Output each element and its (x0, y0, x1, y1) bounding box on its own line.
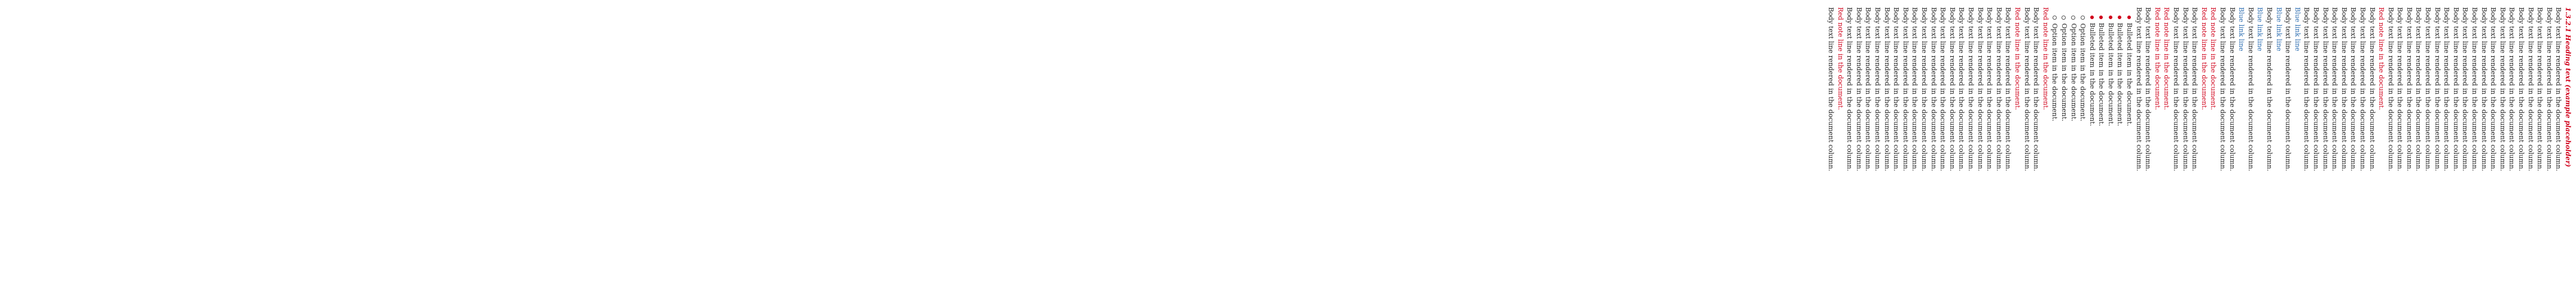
bullet-list-item-text: Bulleted item in the document. (2106, 23, 2115, 127)
body-text-line: Body text line rendered in the document column. (2405, 7, 2413, 172)
body-text-line: Body text line rendered in the document column. (2386, 7, 2395, 172)
body-text-line: Body text line rendered in the document column. (2433, 7, 2441, 172)
body-text-line: Body text line rendered in the document column. (2303, 7, 2311, 172)
body-text-line: Body text line rendered in the document column. (2135, 7, 2143, 172)
body-text-line: Body text line rendered in the document column. (2414, 7, 2423, 172)
body-text-line: Body text line rendered in the document column. (1892, 7, 1901, 172)
body-text-line: Body text line rendered in the document column. (2517, 7, 2526, 172)
bullet-list-item (2087, 7, 2097, 278)
body-text-line: Body text line rendered in the document column. (2554, 7, 2563, 172)
bullet-dot-icon (2099, 16, 2103, 19)
body-text-line: Body text line rendered in the document column. (2498, 7, 2507, 172)
bullet-dot-icon (2118, 16, 2122, 19)
body-text-line: Body text line rendered in the document column. (2358, 7, 2367, 172)
body-text-line: Body text line rendered in the document column. (1827, 7, 1835, 172)
body-text-line: Body text line rendered in the document column. (1976, 7, 1984, 172)
body-text-line: Body text line rendered in the document column. (2004, 7, 2012, 172)
body-text-line: Body text line rendered in the document column. (2331, 7, 2339, 172)
body-text-line: Body text line rendered in the document column. (2023, 7, 2031, 172)
body-text-line: Body text line rendered in the document column. (2545, 7, 2553, 172)
option-list-item (2078, 7, 2088, 278)
bullet-list-item (2125, 7, 2135, 278)
body-text-line: Body text line rendered in the document column. (2266, 7, 2273, 172)
body-text-line: Body text line rendered in the document column. (2526, 7, 2535, 172)
body-text-line: Body text line rendered in the document column. (1967, 7, 1975, 172)
body-text-line: Body text line rendered in the document column. (1901, 7, 1910, 172)
bullet-list-item (2097, 7, 2106, 278)
option-list-item (2069, 7, 2078, 278)
body-text-line: Body text line rendered in the document column. (1920, 7, 1929, 172)
red-note-line: Red note line in the document. (2163, 7, 2171, 111)
body-text-line: Body text line rendered in the document column. (1864, 7, 1872, 172)
body-text-line: Body text line rendered in the document column. (2480, 7, 2488, 172)
body-text-line: Body text line rendered in the document column. (2191, 7, 2199, 172)
body-text-line: Body text line rendered in the document column. (2461, 7, 2470, 172)
option-list-item-text: Option item in the document. (2079, 23, 2087, 122)
body-text-line: Body text line rendered in the document column. (2452, 7, 2460, 172)
red-note-line: Red note line in the document. (2153, 7, 2161, 111)
body-text-line: Body text line rendered in the document column. (2321, 7, 2330, 172)
radio-circle-icon (2062, 16, 2066, 20)
bullet-list-item-text: Bulleted item in the document. (2116, 23, 2124, 127)
bullet-list-item (2115, 7, 2125, 278)
body-text-line: Body text line rendered in the document column. (1957, 7, 1966, 172)
option-list-item (2059, 7, 2069, 278)
radio-circle-icon (2081, 16, 2085, 20)
body-text-line: Body text line rendered in the document column. (1911, 7, 1919, 172)
body-text-line: Body text line rendered in the document column. (1939, 7, 1947, 172)
body-text-line: Body text line rendered in the document column. (1855, 7, 1863, 172)
body-text-line: Body text line rendered in the document column. (2228, 7, 2236, 172)
link-text[interactable]: Blue link line (2274, 7, 2283, 51)
body-text-line: Body text line rendered in the document column. (2443, 7, 2451, 172)
bullet-dot-icon (2090, 16, 2094, 19)
body-text-line: Body text line rendered in the document column. (2312, 7, 2320, 172)
body-text-line: Body text line rendered in the document column. (2340, 7, 2348, 172)
bullet-dot-icon (2109, 16, 2112, 19)
body-text-line: Body text line rendered in the document column. (2424, 7, 2432, 172)
body-text-line: Body text line rendered in the document column. (2489, 7, 2498, 172)
body-text-line: Body text line rendered in the document column. (2368, 7, 2376, 172)
red-note-line: Red note line in the document. (1836, 7, 1844, 111)
body-text-line: Body text line rendered in the document column. (1986, 7, 1994, 172)
body-text-line: Body text line rendered in the document column. (2144, 7, 2152, 172)
radio-circle-icon (2053, 16, 2057, 20)
link-text[interactable]: Blue link line (2293, 7, 2301, 51)
section-heading: 1.3.2.1 Heading text (example placeholder) (2564, 7, 2572, 167)
red-note-line: Red note line in the document. (2209, 7, 2218, 111)
bullet-list-item-text: Bulleted item in the document. (2088, 23, 2096, 127)
bullet-dot-icon (2127, 16, 2131, 19)
body-text-line: Body text line rendered in the document column. (1883, 7, 1891, 172)
body-text-line: Body text line rendered in the document column. (2219, 7, 2227, 172)
option-list-item-text: Option item in the document. (2051, 23, 2059, 122)
body-text-line: Body text line rendered in the document column. (2536, 7, 2544, 172)
body-text-line: Body text line rendered in the document column. (2396, 7, 2404, 172)
red-note-line: Red note line in the document. (2200, 7, 2208, 111)
red-note-line: Red note line in the document. (2041, 7, 2050, 111)
body-text-line: Body text line rendered in the document column. (2471, 7, 2479, 172)
body-text-line: Body text line rendered in the document column. (1874, 7, 1882, 172)
body-text-line: Body text line rendered in the document column. (2508, 7, 2516, 172)
body-text-line: Body text line rendered in the document column. (1995, 7, 2003, 172)
body-text-line: Body text line rendered in the document column. (2181, 7, 2190, 172)
body-text-line: Body text line rendered in the document column. (1948, 7, 1956, 172)
body-text-line: Body text line rendered in the document column. (1929, 7, 1938, 172)
bullet-list-item-text: Bulleted item in the document. (2126, 23, 2134, 127)
bullet-list-item (2106, 7, 2115, 278)
bullet-list-item-text: Bulleted item in the document. (2097, 23, 2106, 127)
body-text-line: Body text line rendered in the document column. (1846, 7, 1854, 172)
option-list-item (2050, 7, 2060, 278)
option-list-item-text: Option item in the document. (2060, 23, 2068, 122)
red-note-line: Red note line in the document. (2013, 7, 2021, 111)
body-text-line: Body text line rendered in the document column. (2032, 7, 2041, 172)
option-list-item-text: Option item in the document. (2069, 23, 2078, 122)
link-text[interactable]: Blue link line (2256, 7, 2264, 51)
body-text-line: Body text line rendered in the document column. (2284, 7, 2292, 172)
radio-circle-icon (2071, 16, 2075, 20)
red-note-line: Red note line in the document. (2377, 7, 2386, 111)
body-text-line: Body text line rendered in the document column. (2172, 7, 2181, 172)
link-text[interactable]: Blue link line (2237, 7, 2246, 51)
body-text-line: Body text line rendered in the document column. (2246, 7, 2255, 172)
body-text-line: Body text line rendered in the document column. (2349, 7, 2358, 172)
